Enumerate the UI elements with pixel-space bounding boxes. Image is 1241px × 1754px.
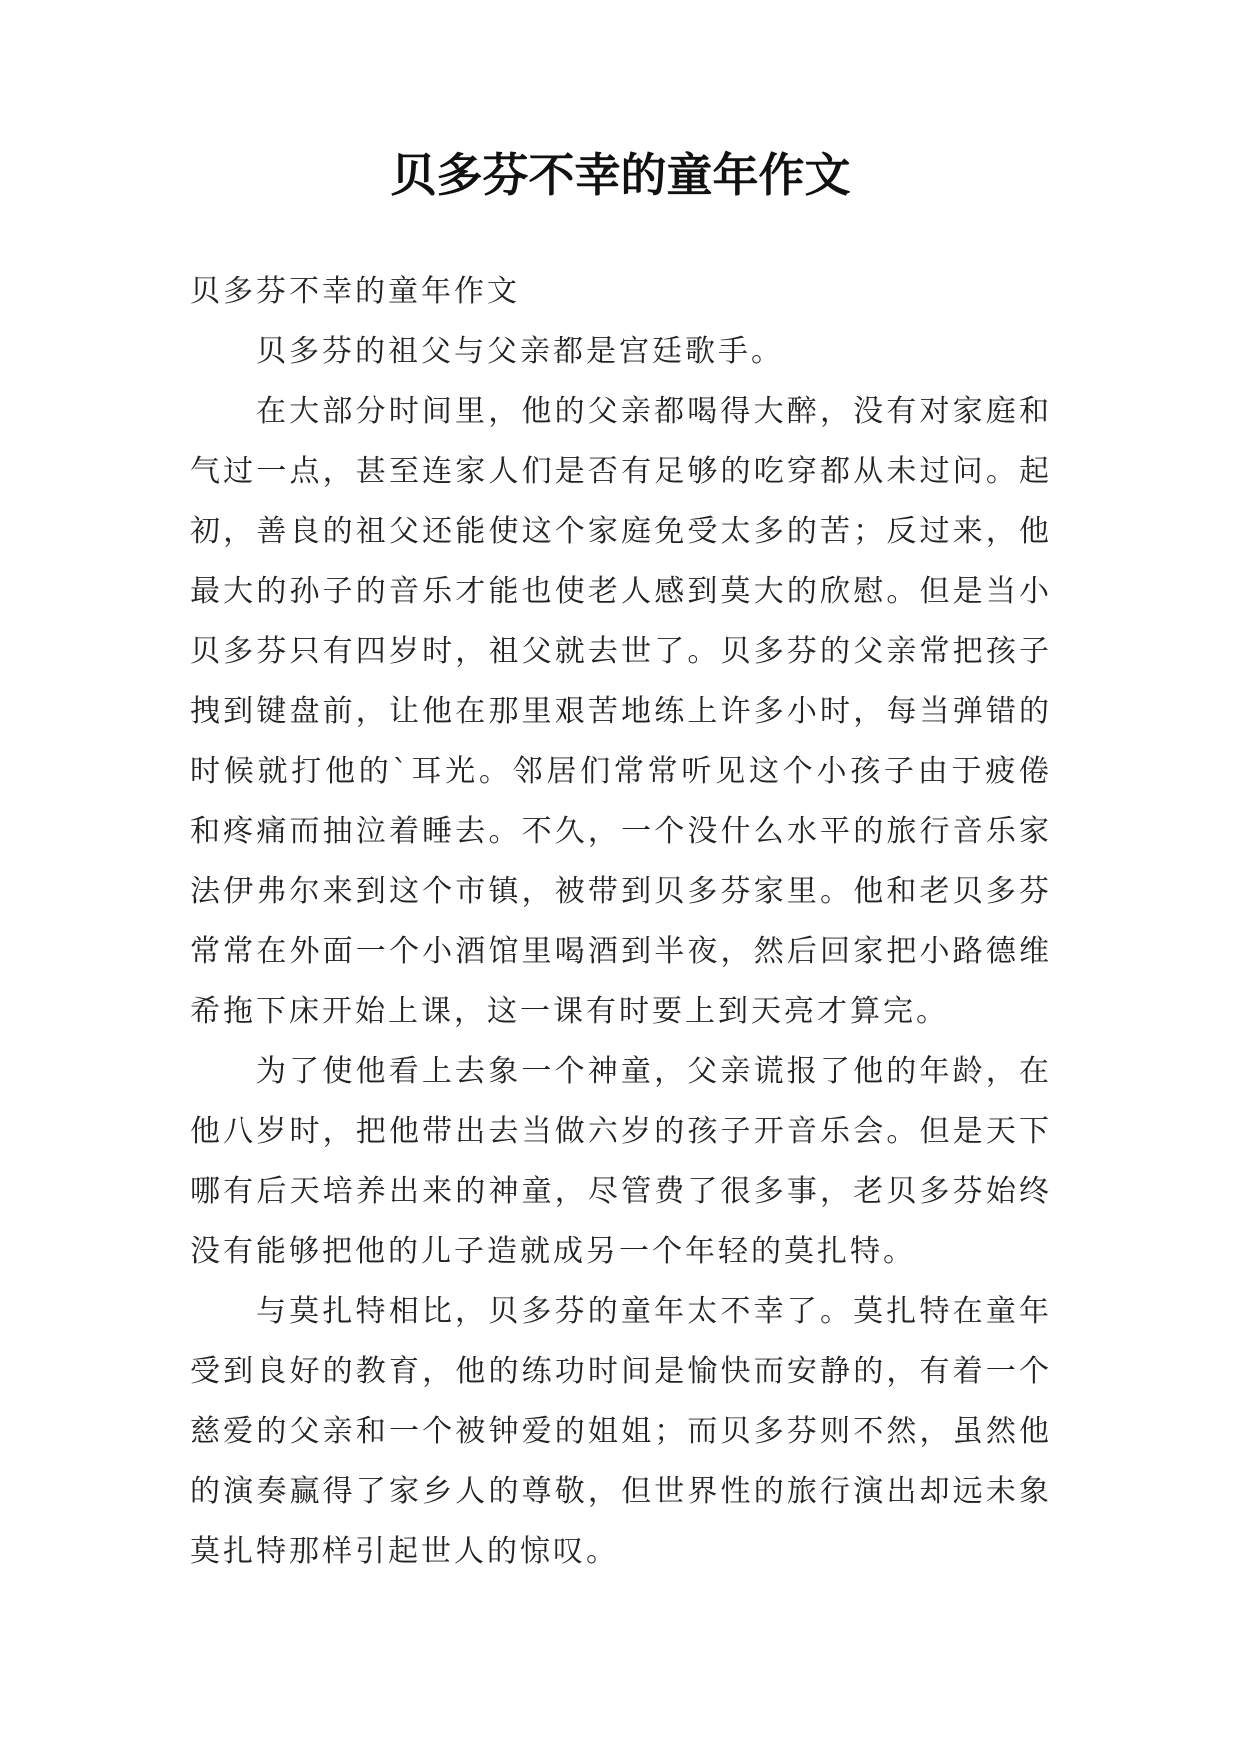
paragraph-4: 与莫扎特相比，贝多芬的童年太不幸了。莫扎特在童年受到良好的教育，他的练功时间是愉快而安静的，有着一个慈爱的父亲和一个被钟爱的姐姐；而贝多芬则不然，虽然他的演奏赢得了家乡人的尊敬，但世界性的旅行演出却远未象莫扎特那样引起世人的惊叹。 <box>190 1294 1052 1569</box>
paragraph-1: 贝多芬的祖父与父亲都是宫廷歌手。 <box>256 334 784 369</box>
paragraph-3: 为了使他看上去象一个神童，父亲谎报了他的年龄，在他八岁时，把他带出去当做六岁的孩子开音乐会。但是天下哪有后天培养出来的神童，尽管费了很多事，老贝多芬始终没有能够把他的儿子造就成另一个年轻的莫扎特。 <box>190 1054 1052 1269</box>
document-body <box>190 262 1052 1582</box>
subtitle-line: 贝多芬不幸的童年作文 <box>190 274 520 309</box>
document-title: 贝多芬不幸的童年作文 <box>390 148 851 202</box>
paragraph-2: 在大部分时间里，他的父亲都喝得大醉，没有对家庭和气过一点，甚至连家人们是否有足够的吃穿都从未过问。起初，善良的祖父还能使这个家庭免受太多的苦；反过来，他最大的孙子的音乐才能也使老人感到莫大的欣慰。但是当小贝多芬只有四岁时，祖父就去世了。贝多芬的父亲常把孩子拽到键盘前，让他在那里艰苦地练上许多小时，每当弹错的时候就打他的`耳光。邻居们常常听见这个小孩子由于疲倦和疼痛而抽泣着睡去。不久，一个没什么水平的旅行音乐家法伊弗尔来到这个市镇，被带到贝多芬家里。他和老贝多芬常常在外面一个小酒馆里喝酒到半夜，然后回家把小路德维希拖下床开始上课，这一课有时要上到天亮才算完。 <box>190 394 1052 1029</box>
